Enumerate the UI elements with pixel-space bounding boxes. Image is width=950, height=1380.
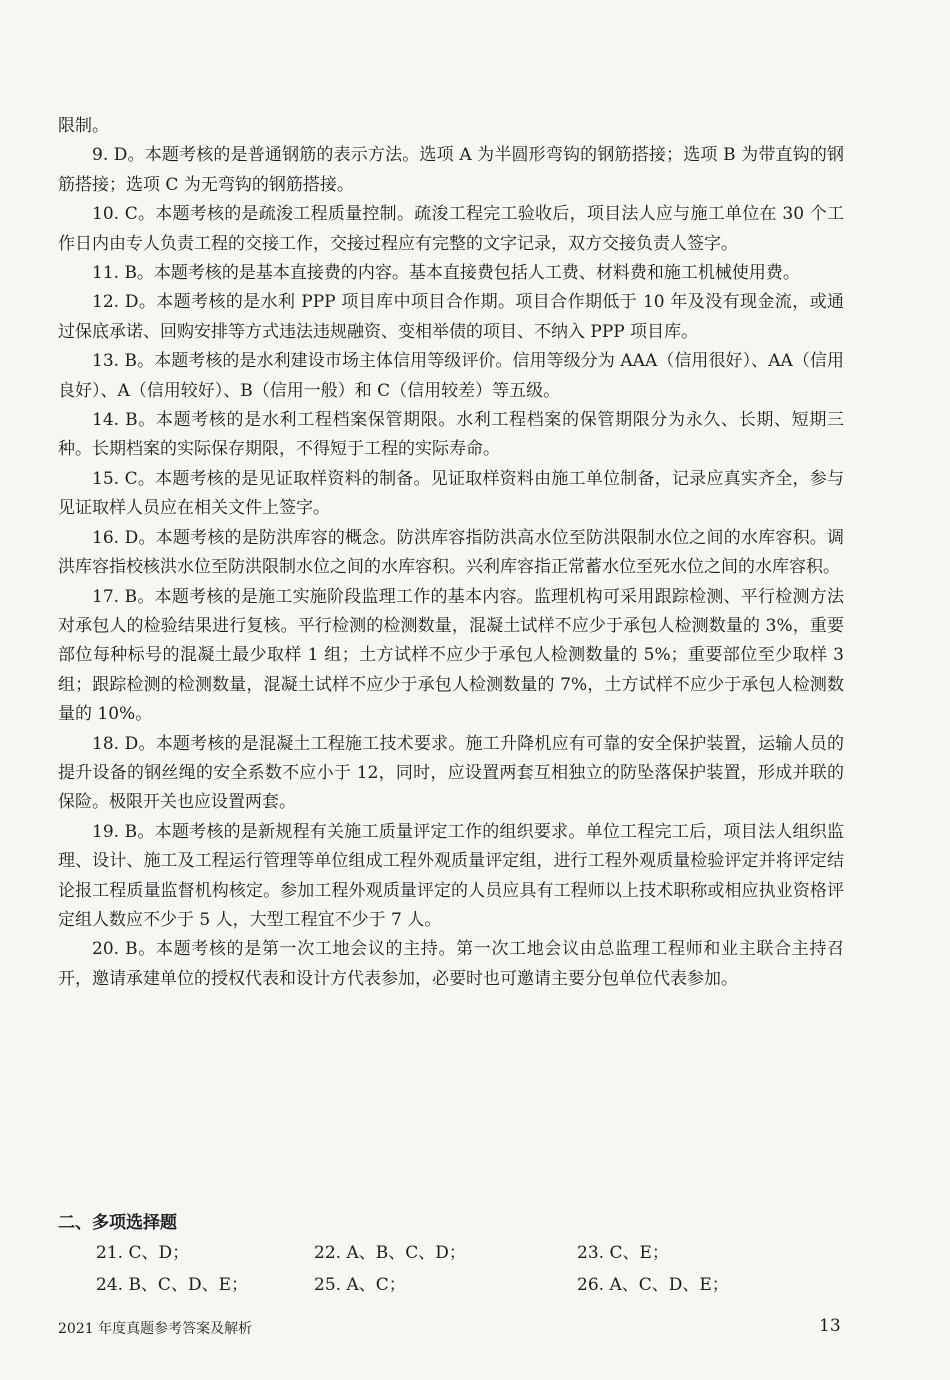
multiple-choice-answers (96, 1238, 796, 1300)
answer-23: 23. C、E； (577, 1243, 669, 1263)
answer-14: 14. B。本题考核的是水利工程档案保管期限。水利工程档案的保管期限分为永久、长期、短期三种。长期档案的实际保存期限，不得短于工程的实际寿命。 (58, 410, 844, 460)
answer-21: 21. C、D； (96, 1243, 190, 1263)
answer-18: 18. D。本题考核的是混凝土工程施工技术要求。施工升降机应有可靠的安全保护装置，运输人员的提升设备的钢丝绳的安全系数不应小于 12，同时，应设置两套互相独立的防坠落保护装置，形成并联的保险。极限开关也应设置两套。 (58, 733, 844, 813)
answer-15: 15. C。本题考核的是见证取样资料的制备。见证取样资料由施工单位制备，记录应真实齐全，参与见证取样人员应在相关文件上签字。 (58, 468, 844, 519)
answer-11: 11. B。本题考核的是基本直接费的内容。基本直接费包括人工费、材料费和施工机械使用费。 (92, 263, 800, 284)
answer-13: 13. B。本题考核的是水利建设市场主体信用等级评价。信用等级分为 AAA（信用很好）、AA（信用良好）、A（信用较好）、B（信用一般）和 C（信用较差）等五级。 (58, 351, 844, 401)
paragraph-continuation: 限制。 (58, 116, 109, 136)
answer-26: 26. A、C、D、E； (577, 1275, 729, 1295)
answer-24: 24. B、C、D、E； (96, 1275, 248, 1295)
answer-19: 19. B。本题考核的是新规程有关施工质量评定工作的组织要求。单位工程完工后，项目法人组织监理、设计、施工及工程运行管理等单位组成工程外观质量评定组，进行工程外观质量检验评定并将评定结论报工程质量监督机构核定。参加工程外观质量评定的人员应具有工程师以上技术职称或相应执业资格评定组人数应不少于 5 人，大型工程宜不少于 7 人。 (58, 821, 844, 930)
answer-12: 12. D。本题考核的是水利 PPP 项目库中项目合作期。项目合作期低于 10 年及没有现金流，或通过保底承诺、回购安排等方式违法违规融资、变相举债的项目、不纳入 PPP 项目库。 (58, 292, 844, 342)
footer-title: 2021 年度真题参考答案及解析 (58, 1321, 253, 1337)
page-number: 13 (819, 1316, 841, 1336)
answer-16: 16. D。本题考核的是防洪库容的概念。防洪库容指防洪高水位至防洪限制水位之间的水库容积。调洪库容指校核洪水位至防洪限制水位之间的水库容积。兴利库容指正常蓄水位至死水位之间的水库容积。 (58, 527, 844, 578)
answer-body (58, 112, 844, 994)
answer-9: 9. D。本题考核的是普通钢筋的表示方法。选项 A 为半圆形弯钩的钢筋搭接；选项 B 为带直钩的钢筋搭接；选项 C 为无弯钩的钢筋搭接。 (58, 145, 844, 195)
answer-17: 17. B。本题考核的是施工实施阶段监理工作的基本内容。监理机构可采用跟踪检测、平行检测方法对承包人的检验结果进行复核。平行检测的检测数量，混凝土试样不应少于承包人检测数量的 3%，重要部位每种标号的混凝土最少取样 1 组；土方试样不应少于承包人检测数量的 5%；重要部位至少取样 3 组；跟踪检测的检测数量，混凝土试样不应少于承包人检测数量的 7%，土方试样不应少于承包人检测数量的 10%。 (58, 586, 844, 725)
answer-10: 10. C。本题考核的是疏浚工程质量控制。疏浚工程完工验收后，项目法人应与施工单位在 30 个工作日内由专人负责工程的交接工作，交接过程应有完整的文字记录，双方交接负责人签字。 (58, 204, 844, 254)
answer-25: 25. A、C； (314, 1275, 406, 1295)
section-title-multiple-choice: 二、多项选择题 (58, 1213, 177, 1233)
answer-22: 22. A、B、C、D； (314, 1243, 466, 1263)
answer-20: 20. B。本题考核的是第一次工地会议的主持。第一次工地会议由总监理工程师和业主联合主持召开，邀请承建单位的授权代表和设计方代表参加，必要时也可邀请主要分包单位代表参加。 (58, 939, 844, 989)
